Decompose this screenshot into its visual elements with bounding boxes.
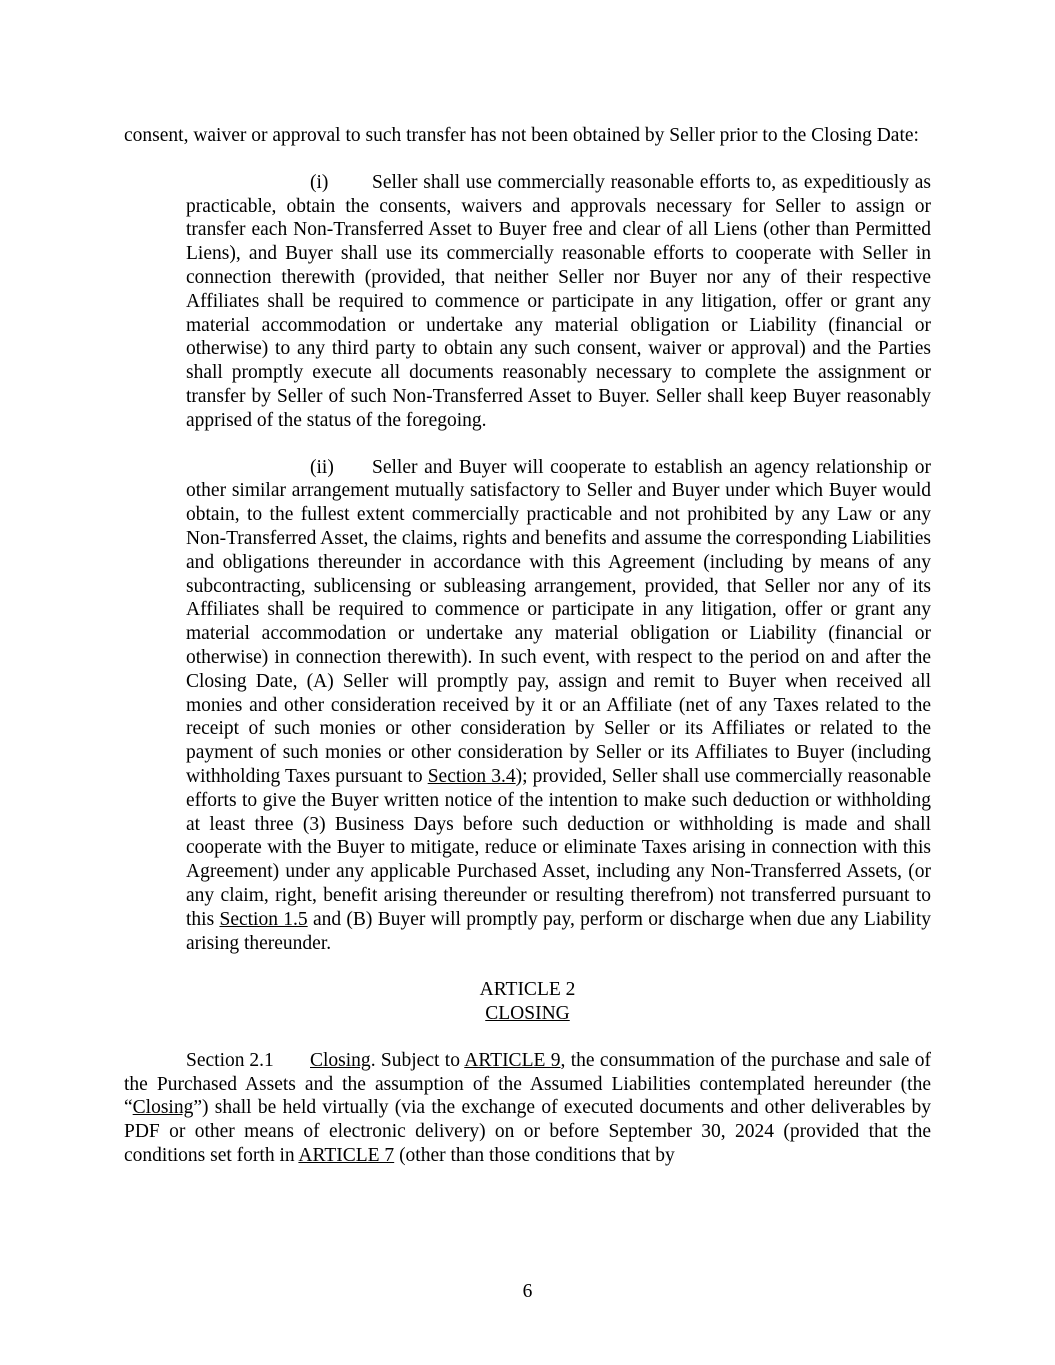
document-page xyxy=(124,124,931,1168)
subsection-ii-text-c: and (B) Buyer will promptly pay, perform or discharge when due any Liability arising thereunder. xyxy=(186,908,932,954)
subsection-ii-text-b: ); provided, Seller shall use commercially reasonable efforts to give the Buyer written notice of the intention to make such deduction or withholding at least three (3) Business Days before such deduction or withholding is made and shall cooperate with the Buyer to mitigate, reduce or eliminate Taxes arising in connection with this Agreement) under any applicable Purchased Asset, including any Non-Transferred Assets, (or any claim, right, benefit arising thereunder or resulting therefrom) not transferred pursuant to this xyxy=(186,765,931,930)
article-heading xyxy=(124,978,931,1026)
article-title: CLOSING xyxy=(485,1003,570,1025)
subsection-i-text: Seller shall use commercially reasonable efforts to, as expeditiously as practicable, obtain the consents, waivers and approvals necessary for Seller to assign or transfer each Non-Transferred Asset to Buyer free and clear of all Liens (other than Permitted Liens), and Buyer shall use its commercially reasonable efforts to cooperate with Seller in connection therewith (provided, that neither Seller nor Buyer nor any of their respective Affiliates shall be required to commence or participate in any litigation, offer or grant any material accommodation or undertake any material obligation or Liability (financial or otherwise) to any third party to obtain any such consent, waiver or approval) and the Parties shall promptly execute all documents reasonably necessary to complete the assignment or transfer by Seller of such Non-Transferred Asset to Buyer. Seller shall keep Buyer reasonably apprised of the status of the foregoing. xyxy=(186,171,931,431)
continuation-paragraph: consent, waiver or approval to such transfer has not been obtained by Seller prior to the Closing Date: xyxy=(124,125,919,146)
subsection-i-number: (i) xyxy=(310,171,329,193)
section-2-1 xyxy=(124,1049,931,1168)
subsection-ii-number: (ii) xyxy=(310,456,334,478)
section-2-1-heading: Closing xyxy=(310,1049,371,1071)
article-number: ARTICLE 2 xyxy=(479,979,576,1001)
section-2-1-text-c: ”) shall be held virtually (via the exchange of executed documents and other deliverables by PDF or other means of electronic delivery) on or before September 30, 2024 (provided that the conditions set forth in xyxy=(124,1097,931,1167)
section-2-1-text-a: . Subject to xyxy=(370,1049,465,1071)
section-2-1-text-b: , the consummation of the purchase and sale of the Purchased Assets and the assumption of the Assumed Liabilities contemplated hereunder (the “ xyxy=(124,1049,931,1119)
section-3-4-reference[interactable]: Section 3.4 xyxy=(427,765,516,787)
section-2-1-text-d: (other than those conditions that by xyxy=(394,1145,675,1167)
section-2-1-number: Section 2.1 xyxy=(186,1049,274,1071)
article-7-reference[interactable]: ARTICLE 7 xyxy=(298,1145,395,1167)
closing-defined-term: Closing xyxy=(132,1097,194,1119)
subsection-i xyxy=(186,171,931,433)
article-9-reference[interactable]: ARTICLE 9 xyxy=(464,1049,561,1071)
page-number: 6 xyxy=(522,1281,533,1302)
section-1-5-reference[interactable]: Section 1.5 xyxy=(219,908,308,930)
subsection-ii-text-a: Seller and Buyer will cooperate to establish an agency relationship or other similar arrangement mutually satisfactory to Seller and Buyer under which Buyer would obtain, to the fullest extent commercially practicable and not prohibited by any Law or any Non-Transferred Asset, the claims, rights and benefits and assume the corresponding Liabilities and obligations thereunder in accordance with this Agreement (including by means of any subcontracting, sublicensing or subleasing arrangement, provided, that Seller nor any of its Affiliates shall be required to commence or participate in any litigation, offer or grant any material accommodation or undertake any material obligation or Liability (financial or otherwise) in connection therewith). In such event, with respect to the period on and after the Closing Date, (A) Seller will promptly pay, assign and remit to Buyer when received all monies and other consideration received by it or an Affiliate (net of any Taxes related to the receipt of such monies or other consideration by Seller or its Affiliates or related to the payment of such monies or other consideration by Seller or its Affiliates to Buyer (including withholding Taxes pursuant to xyxy=(186,456,931,787)
subsection-ii xyxy=(186,456,931,956)
